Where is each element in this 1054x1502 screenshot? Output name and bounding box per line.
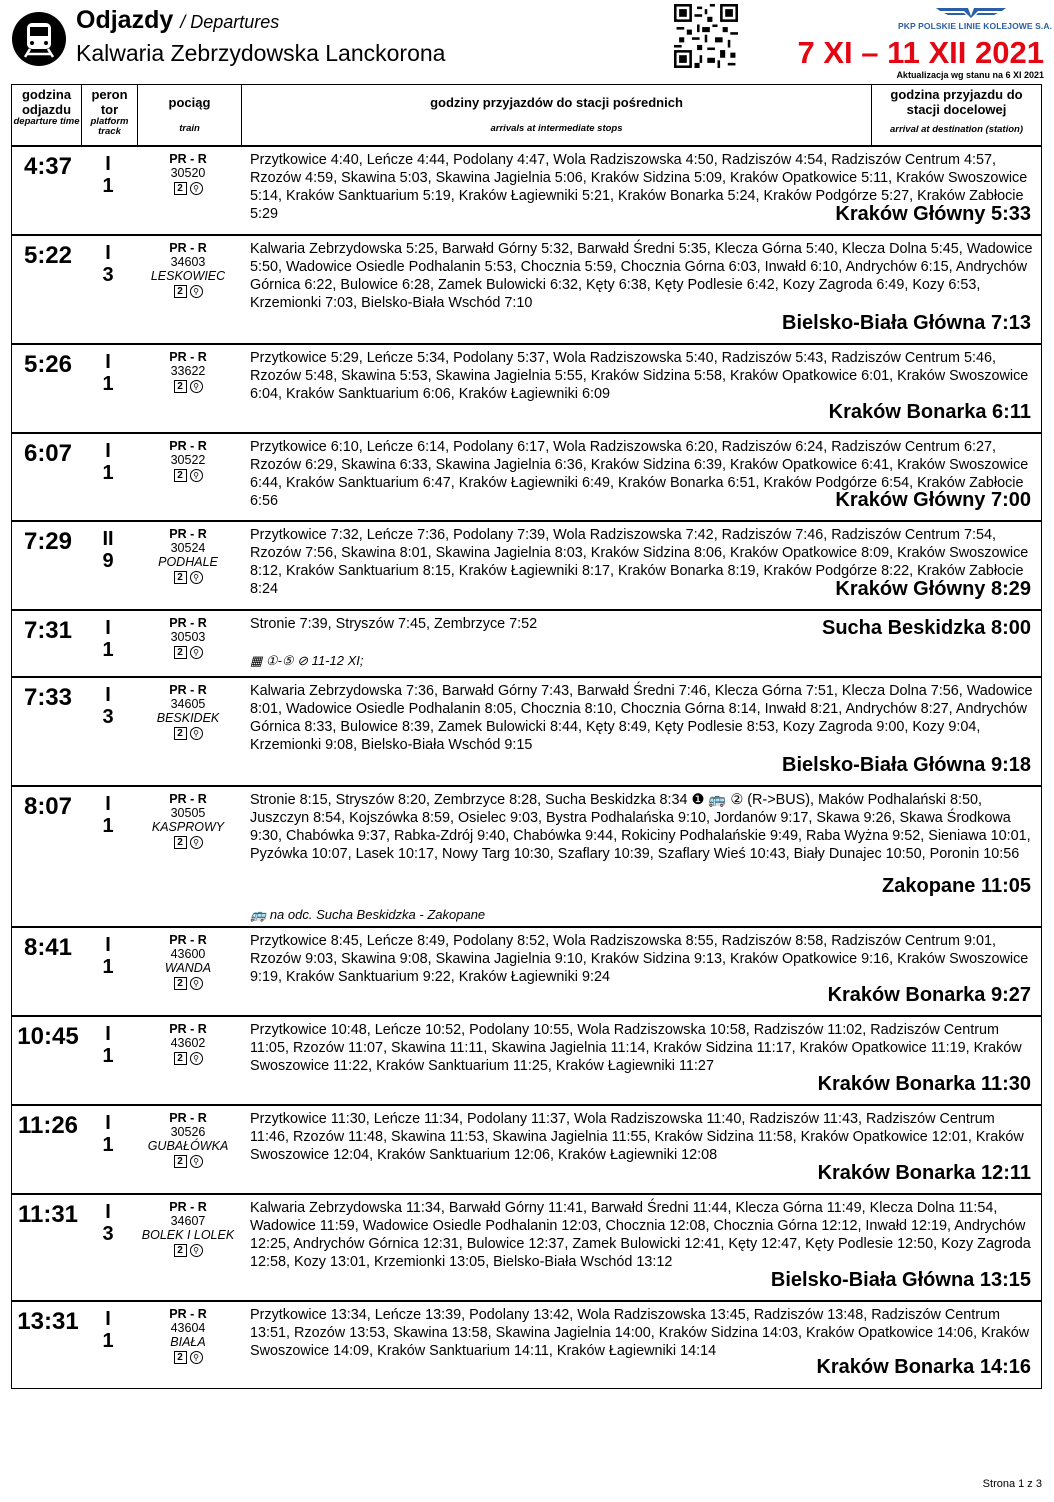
intermediate-stops: Przytkowice 6:10, Leńcze 6:14, Podolany 6:17, Wola Radziszowska 6:20, Radziszów 6:24, Radziszów Centrum 6:27, Rzozów 6:29, Skawina 6:33, Skawina Jagielnia 6:36, Kraków Sidzina 6:39, Kraków Opatkowice 6:41, Kraków Swoszowice 6:44, Kraków Sanktuarium 6:47, Kraków Łagiewniki 6:49, Kraków Bonarka 6:51, Kraków Podgórze 6:54, Kraków Zabłocie 6:56 <box>250 439 1029 509</box>
departure-time: 11:31 <box>17 1201 79 1228</box>
train-info <box>138 152 238 195</box>
train-category: PR - R <box>169 792 207 806</box>
train-category: PR - R <box>169 439 207 453</box>
pkp-wings-icon <box>936 6 1006 18</box>
train-category: PR - R <box>169 241 207 255</box>
table-row <box>12 678 1041 787</box>
table-row <box>12 345 1041 434</box>
intermediate-stops: Przytkowice 5:29, Leńcze 5:34, Podolany 5:37, Wola Radziszowska 5:40, Radziszów 5:43, Radziszów Centrum 5:46, Rzozów 5:48, Skawina 5:53, Skawina Jagielnia 5:55, Kraków Sidzina 5:58, Kraków Opatkowice 6:01, Kraków Swoszowice 6:04, Kraków Sanktuarium 6:06, Kraków Łagiewniki 6:09 <box>250 350 1029 402</box>
train-number: 30505 <box>170 806 206 820</box>
train-name: BIAŁA <box>170 1335 206 1349</box>
table-row <box>12 147 1041 236</box>
intermediate-stops: Przytkowice 11:30, Leńcze 11:34, Podolany 11:37, Wola Radziszowska 11:40, Radziszów 11:43, Radziszów Centrum 11:46, Rzozów 11:48, Skawina 11:53, Skawina Jagielnia 11:55, Kraków Sidzina 11:58, Kraków Opatkowice 12:01, Kraków Swoszowice 12:04, Kraków Sanktuarium 12:06, Kraków Łagiewniki 12:08 <box>250 1111 1024 1163</box>
intermediate-stops: Stronie 8:15, Stryszów 8:20, Zembrzyce 8:28, Sucha Beskidzka 8:34 ❶ 🚌 ② (R->BUS), Maków Podhalański 8:50, Juszczyn 8:54, Kojszówka 8:59, Osielec 9:03, Bystra Podhalańska 9:10, Jordanów 9:17, Skawa 9:26, Skawa Środkowa 9:30, Chabówka 9:37, Rabka-Zdrój 9:40, Chabówka 9:44, Rokiciny Podhalańskie 9:49, Raba Wyżna 9:52, Sieniawa 10:01, Pyzówka 10:07, Lasek 10:17, Nowy Targ 10:30, Szaflary 10:39, Szaflary Wieś 10:43, Biały Dunajec 10:50, Poronin 10:56 <box>250 792 1031 862</box>
bicycle-icon: ⚲ <box>190 1052 203 1065</box>
track: 1 <box>102 1330 114 1352</box>
second-class-icon: 2 <box>174 1155 187 1168</box>
second-class-icon: 2 <box>174 285 187 298</box>
peron: I <box>105 684 111 706</box>
second-class-icon: 2 <box>174 1351 187 1364</box>
peron: I <box>105 1023 111 1045</box>
track: 1 <box>102 639 114 661</box>
track: 1 <box>102 462 114 484</box>
departures-table <box>11 147 1042 1389</box>
train-note: ▦ ①-⑤ ⊘ 11-12 XI; <box>250 653 364 668</box>
train-info <box>138 616 238 659</box>
departure-time: 8:41 <box>23 934 73 961</box>
station-name: Kalwaria Zebrzydowska Lanckorona <box>76 40 446 66</box>
train-info <box>138 1307 238 1364</box>
train-note: 🚌 na odc. Sucha Beskidzka - Zakopane <box>250 907 486 922</box>
peron: I <box>105 934 111 956</box>
intermediate-stops: Przytkowice 10:48, Leńcze 10:52, Podolany 10:55, Wola Radziszowska 10:58, Radziszów 11:02, Radziszów Centrum 11:05, Rzozów 11:07, Skawina 11:11, Skawina Jagielnia 11:14, Kraków Sidzina 11:17, Kraków Opatkowice 11:19, Kraków Swoszowice 11:22, Kraków Sanktuarium 11:25, Kraków Łagiewniki 11:27 <box>250 1022 1022 1074</box>
train-number: 30524 <box>170 541 206 555</box>
destination: Kraków Bonarka 11:30 <box>817 1073 1031 1095</box>
departure-time: 11:26 <box>17 1112 79 1139</box>
train-number: 30503 <box>170 630 206 644</box>
destination: Zakopane 11:05 <box>882 875 1031 897</box>
second-class-icon: 2 <box>174 836 187 849</box>
peron: I <box>105 617 111 639</box>
train-number: 34607 <box>170 1214 206 1228</box>
track: 9 <box>102 550 114 572</box>
table-row <box>12 787 1041 928</box>
train-info <box>138 439 238 482</box>
train-category: PR - R <box>169 527 207 541</box>
track: 1 <box>102 1045 114 1067</box>
table-row <box>12 434 1041 522</box>
peron: I <box>105 1308 111 1330</box>
train-number: 34605 <box>170 697 206 711</box>
second-class-icon: 2 <box>174 469 187 482</box>
page-number: Strona 1 z 3 <box>982 1478 1042 1490</box>
train-number: 30526 <box>170 1125 206 1139</box>
second-class-icon: 2 <box>174 380 187 393</box>
table-row <box>12 1302 1041 1389</box>
platform <box>100 617 116 661</box>
platform <box>100 793 116 837</box>
track: 1 <box>102 815 114 837</box>
table-row <box>12 928 1041 1017</box>
train-number: 43600 <box>170 947 206 961</box>
intermediate-stops: Przytkowice 8:45, Leńcze 8:49, Podolany 8:52, Wola Radziszowska 8:55, Radziszów 8:58, Radziszów Centrum 9:01, Rzozów 9:03, Skawina 9:08, Skawina Jagielnia 9:10, Kraków Sidzina 9:13, Kraków Opatkowice 9:16, Kraków Swoszowice 9:19, Kraków Sanktuarium 9:22, Kraków Łagiewniki 9:24 <box>250 933 1029 985</box>
table-row <box>12 236 1041 345</box>
bicycle-icon: ⚲ <box>190 646 203 659</box>
table-row <box>12 522 1041 611</box>
train-name: WANDA <box>164 961 212 975</box>
train-info <box>138 527 238 584</box>
destination: Kraków Główny 5:33 <box>835 203 1031 225</box>
destination: Kraków Główny 8:29 <box>835 578 1031 600</box>
col-train: pociąg train <box>138 85 242 146</box>
train-info <box>138 792 238 849</box>
train-number: 43604 <box>170 1321 206 1335</box>
train-info <box>138 683 238 740</box>
train-info <box>138 1022 238 1065</box>
platform <box>100 1023 116 1067</box>
platform <box>100 440 116 484</box>
destination: Kraków Bonarka 6:11 <box>828 401 1031 423</box>
bicycle-icon: ⚲ <box>190 571 203 584</box>
train-category: PR - R <box>169 1022 207 1036</box>
bicycle-icon: ⚲ <box>190 1244 203 1257</box>
bus-icon: 🚌 <box>250 907 267 922</box>
bicycle-icon: ⚲ <box>190 977 203 990</box>
track: 1 <box>102 175 114 197</box>
col-stops: godziny przyjazdów do stacji pośrednich arrivals at intermediate stops <box>242 85 872 146</box>
platform <box>100 1201 116 1245</box>
peron: II <box>102 528 114 550</box>
departure-time: 13:31 <box>17 1308 79 1335</box>
departure-time: 7:29 <box>23 528 73 555</box>
train-info <box>138 933 238 990</box>
intermediate-stops: Kalwaria Zebrzydowska 7:36, Barwałd Górny 7:43, Barwałd Średni 7:46, Klecza Górna 7:51, Klecza Dolna 7:56, Wadowice 8:01, Wadowice Osiedle Podhalanin 8:05, Chocznia 8:10, Chocznia Górna 8:14, Inwałd 8:21, Andrychów 8:27, Andrychów Górnica 8:33, Bulowice 8:39, Zamek Bulowicki 8:44, Kęty 8:49, Kęty Podlesie 8:53, Kozy Zagroda 9:00, Kozy 9:04, Krzemionki 9:08, Bielsko-Biała Wschód 9:15 <box>250 683 1033 753</box>
train-logo-icon <box>12 12 66 66</box>
train-info <box>138 350 238 393</box>
platform <box>100 153 116 197</box>
train-info <box>138 1200 238 1257</box>
departure-time: 7:33 <box>23 684 73 711</box>
departure-time: 4:37 <box>23 153 73 180</box>
train-category: PR - R <box>169 933 207 947</box>
train-category: PR - R <box>169 683 207 697</box>
peron: I <box>105 793 111 815</box>
validity-period: 7 XI – 11 XII 2021 <box>797 35 1044 70</box>
train-number: 30522 <box>170 453 206 467</box>
destination: Kraków Bonarka 9:27 <box>827 984 1031 1006</box>
peron: I <box>105 153 111 175</box>
col-platform: peron tor platform track <box>82 85 138 146</box>
bicycle-icon: ⚲ <box>190 285 203 298</box>
train-name: KASPROWY <box>151 820 225 834</box>
table-row <box>12 611 1041 678</box>
platform <box>100 351 116 395</box>
column-header <box>11 84 1042 147</box>
table-row <box>12 1017 1041 1106</box>
second-class-icon: 2 <box>174 571 187 584</box>
train-category: PR - R <box>169 152 207 166</box>
train-category: PR - R <box>169 616 207 630</box>
platform <box>100 528 116 572</box>
train-category: PR - R <box>169 1200 207 1214</box>
train-info <box>138 241 238 298</box>
train-category: PR - R <box>169 1111 207 1125</box>
train-name: PODHALE <box>158 555 218 569</box>
intermediate-stops: Kalwaria Zebrzydowska 5:25, Barwałd Górny 5:32, Barwałd Średni 5:35, Klecza Górna 5:40, Klecza Dolna 5:45, Wadowice 5:50, Wadowice Osiedle Podhalanin 5:53, Chocznia 5:59, Chocznia Górna 6:03, Inwałd 6:10, Andrychów 6:15, Andrychów Górnica 6:22, Bulowice 6:28, Zamek Bulowicki 6:32, Kęty 6:38, Kęty Podlesie 6:42, Kozy Zagroda 6:49, Kozy 6:53, Krzemionki 7:03, Bielsko-Biała Wschód 7:10 <box>250 241 1033 311</box>
train-category: PR - R <box>169 350 207 364</box>
track: 1 <box>102 1134 114 1156</box>
destination: Bielsko-Biała Główna 7:13 <box>782 312 1031 334</box>
peron: I <box>105 1112 111 1134</box>
destination: Sucha Beskidzka 8:00 <box>822 617 1031 639</box>
departure-time: 10:45 <box>17 1023 79 1050</box>
peron: I <box>105 440 111 462</box>
peron: I <box>105 242 111 264</box>
table-row <box>12 1195 1041 1302</box>
destination: Kraków Główny 7:00 <box>835 489 1031 511</box>
qr-code-icon <box>674 4 738 68</box>
intermediate-stops: Przytkowice 4:40, Leńcze 4:44, Podolany 4:47, Wola Radziszowska 4:50, Radziszów 4:54, Radziszów Centrum 4:57, Rzozów 4:59, Skawina 5:03, Skawina Jagielnia 5:06, Kraków Sidzina 5:09, Kraków Opatkowice 5:11, Kraków Swoszowice 5:14, Kraków Sanktuarium 5:19, Kraków Łagiewniki 5:21, Kraków Bonarka 5:24, Kraków Podgórze 5:27, Kraków Zabłocie 5:29 <box>250 152 1028 222</box>
calendar-icon: ▦ <box>250 653 263 668</box>
second-class-icon: 2 <box>174 977 187 990</box>
destination: Bielsko-Biała Główna 13:15 <box>770 1269 1031 1291</box>
update-note: Aktualizacja wg stanu na 6 XI 2021 <box>896 70 1044 80</box>
second-class-icon: 2 <box>174 646 187 659</box>
track: 1 <box>102 373 114 395</box>
platform <box>100 242 116 286</box>
departure-time: 5:22 <box>23 242 73 269</box>
train-name: GUBAŁÓWKA <box>147 1139 229 1153</box>
train-number: 43602 <box>170 1036 206 1050</box>
train-category: PR - R <box>169 1307 207 1321</box>
destination: Kraków Bonarka 14:16 <box>816 1356 1031 1378</box>
second-class-icon: 2 <box>174 1244 187 1257</box>
second-class-icon: 2 <box>174 727 187 740</box>
peron: I <box>105 351 111 373</box>
col-time: godzina odjazdu departure time <box>12 85 82 146</box>
platform <box>100 684 116 728</box>
bicycle-icon: ⚲ <box>190 380 203 393</box>
platform <box>100 934 116 978</box>
track: 3 <box>102 264 114 286</box>
second-class-icon: 2 <box>174 1052 187 1065</box>
destination: Kraków Bonarka 12:11 <box>817 1162 1031 1184</box>
train-name: BESKIDEK <box>156 711 220 725</box>
bicycle-icon: ⚲ <box>190 727 203 740</box>
train-name: LESKOWIEC <box>150 269 226 283</box>
departure-time: 8:07 <box>23 793 73 820</box>
track: 3 <box>102 706 114 728</box>
platform <box>100 1308 116 1352</box>
track: 1 <box>102 956 114 978</box>
page-header <box>0 0 1054 84</box>
second-class-icon: 2 <box>174 182 187 195</box>
page-title: Odjazdy / Departures <box>76 6 280 34</box>
intermediate-stops: Przytkowice 7:32, Leńcze 7:36, Podolany 7:39, Wola Radziszowska 7:42, Radziszów 7:46, Radziszów Centrum 7:54, Rzozów 7:56, Skawina 8:01, Skawina Jagielnia 8:03, Kraków Sidzina 8:06, Kraków Opatkowice 8:09, Kraków Swoszowice 8:12, Kraków Sanktuarium 8:15, Kraków Łagiewniki 8:17, Kraków Bonarka 8:19, Kraków Podgórze 8:22, Kraków Zabłocie 8:24 <box>250 527 1029 597</box>
bicycle-icon: ⚲ <box>190 1155 203 1168</box>
departure-time: 6:07 <box>23 440 73 467</box>
train-name: BOLEK I LOLEK <box>141 1228 235 1242</box>
bicycle-icon: ⚲ <box>190 469 203 482</box>
intermediate-stops: Kalwaria Zebrzydowska 11:34, Barwałd Górny 11:41, Barwałd Średni 11:44, Klecza Górna 11:49, Klecza Dolna 11:54, Wadowice 11:59, Wadowice Osiedle Podhalanin 12:03, Chocznia 12:08, Chocznia Górna 12:12, Inwałd 12:19, Andrychów 12:25, Andrychów Górnica 12:31, Bulowice 12:37, Zamek Bulowicki 12:41, Kęty 12:47, Kęty Podlesie 12:50, Kozy Zagroda 12:58, Kozy 13:01, Krzemionki 13:05, Bielsko-Biała Wschód 13:12 <box>250 1200 1031 1270</box>
train-number: 34603 <box>170 255 206 269</box>
departure-time: 7:31 <box>23 617 73 644</box>
intermediate-stops: Stronie 7:39, Stryszów 7:45, Zembrzyce 7:52 <box>250 616 538 632</box>
bicycle-icon: ⚲ <box>190 1351 203 1364</box>
bicycle-icon: ⚲ <box>190 182 203 195</box>
bicycle-icon: ⚲ <box>190 836 203 849</box>
departure-time: 5:26 <box>23 351 73 378</box>
intermediate-stops: Przytkowice 13:34, Leńcze 13:39, Podolany 13:42, Wola Radziszowska 13:45, Radziszów 13:48, Radziszów Centrum 13:51, Rzozów 13:53, Skawina 13:58, Skawina Jagielnia 14:00, Kraków Sidzina 14:03, Kraków Opatkowice 14:06, Kraków Swoszowice 14:09, Kraków Sanktuarium 14:11, Kraków Łagiewniki 14:14 <box>250 1307 1030 1359</box>
platform <box>100 1112 116 1156</box>
destination: Bielsko-Biała Główna 9:18 <box>782 754 1031 776</box>
peron: I <box>105 1201 111 1223</box>
train-number: 30520 <box>170 166 206 180</box>
track: 3 <box>102 1223 114 1245</box>
pkp-logo: PKP POLSKIE LINIE KOLEJOWE S.A. <box>898 6 1044 32</box>
col-destination: godzina przyjazdu do stacji docelowej arrival at destination (station) <box>889 87 1024 135</box>
table-row <box>12 1106 1041 1195</box>
train-info <box>138 1111 238 1168</box>
train-number: 33622 <box>170 364 206 378</box>
